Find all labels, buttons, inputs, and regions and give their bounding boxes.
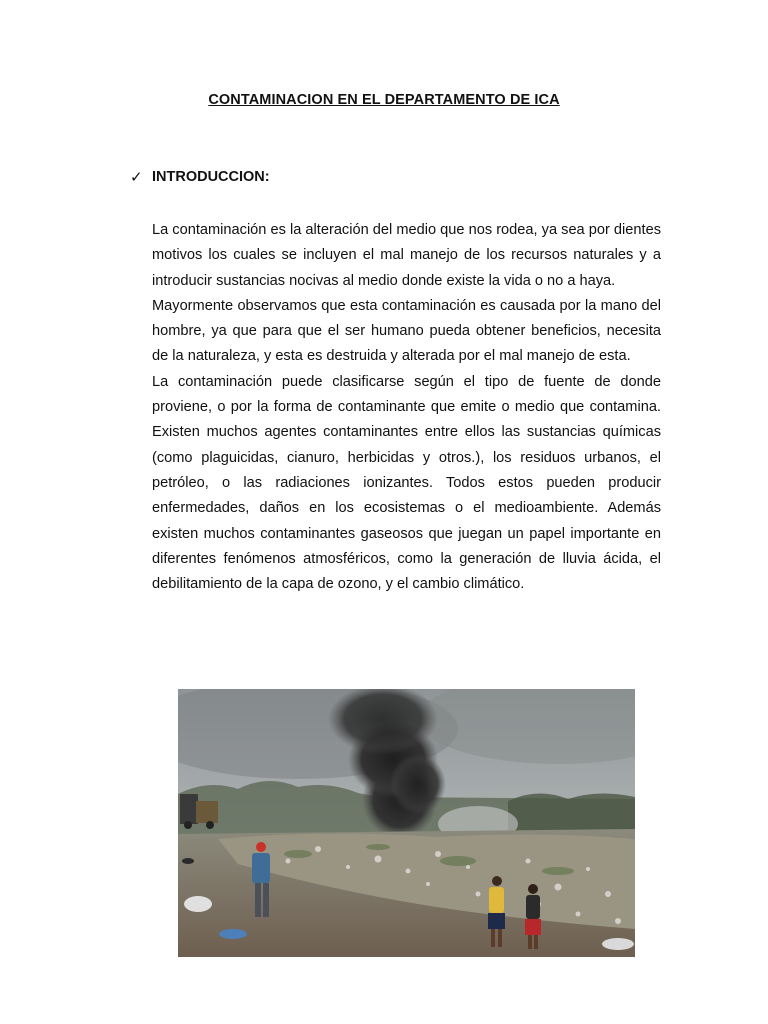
landfill-scene-illustration: [178, 689, 635, 957]
section-heading: [130, 168, 270, 186]
section-heading-label: INTRODUCCION:: [152, 169, 270, 185]
paragraph: La contaminación puede clasificarse según el tipo de fuente de donde proviene, o por la forma de contaminante que emite o medio que contamina. Existen muchos agentes contaminantes entre ellos las sustancias químicas (como plaguicidas, cianuro, herbicidas y otros.), los residuos urbanos, el petróleo, o las radiaciones ionizantes. Todos estos pueden producir enfermedades, daños en los ecosistemas o el medioambiente. Además existen muchos contaminantes gaseosos que juegan un papel importante en diferentes fenómenos atmosféricos, como la generación de lluvia ácida, el debilitamiento de la capa de ozono, y el cambio climático.: [152, 373, 661, 593]
paragraph: Mayormente observamos que esta contaminación es causada por la mano del hombre, ya que para que el ser humano pueda obtener beneficios, necesita de la naturaleza, y esta es destruida y alterada por el mal manejo de esta.: [152, 297, 661, 365]
introduction-body: [152, 218, 661, 597]
document-title: CONTAMINACION EN EL DEPARTAMENTO DE ICA: [208, 92, 560, 108]
paragraph: La contaminación es la alteración del medio que nos rodea, ya sea por dientes motivos los cuales se incluyen el mal manejo de los recursos naturales y a introducir sustancias nocivas al medio donde existe la vida o no a haya.: [152, 222, 661, 289]
landfill-photo: [178, 689, 635, 957]
checkmark-icon: ✓: [130, 169, 143, 186]
